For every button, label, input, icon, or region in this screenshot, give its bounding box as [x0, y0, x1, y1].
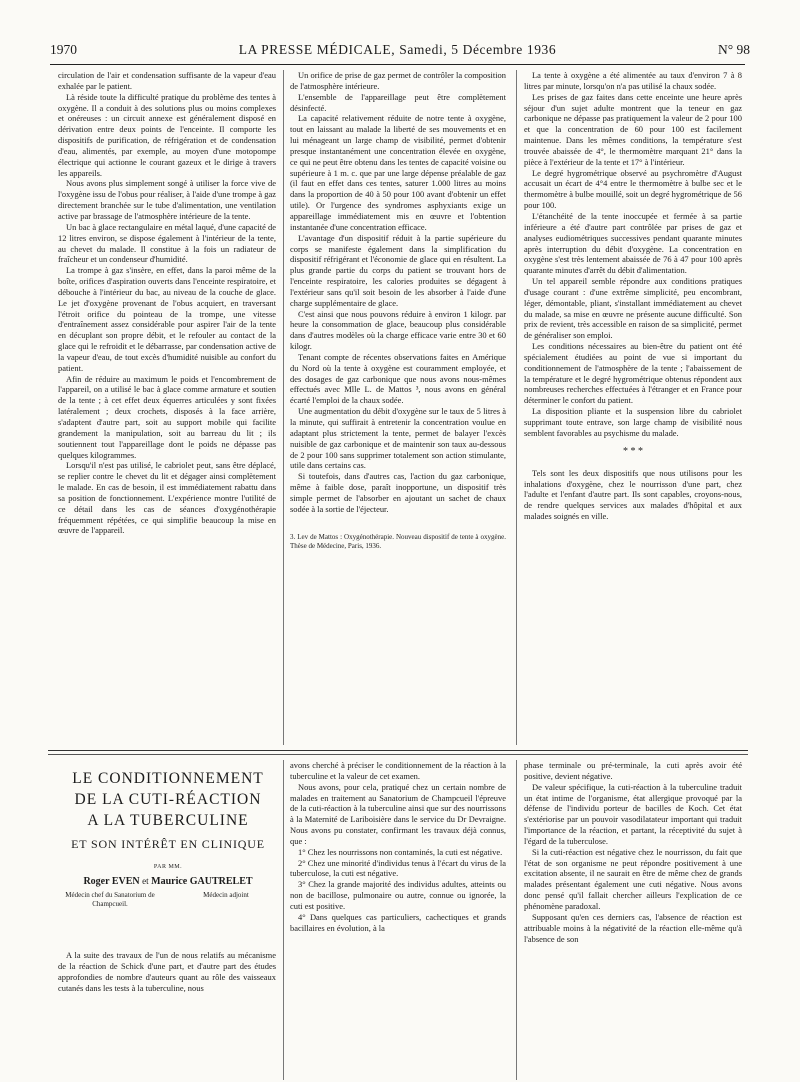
affiliations [52, 891, 284, 908]
column-2 [290, 70, 506, 745]
affiliation: Médecin adjoint [203, 891, 249, 899]
paragraph: Le degré hygrométrique observé au psychromètre d'August accusait un écart de 4°4 entre le thermomètre à bulbe sec et le thermomètre à bulbe mouillé, soit un degré hygrométrique de 56 pour 100. [524, 167, 742, 211]
article-title-line: DE LA CUTI-RÉACTION [74, 791, 262, 808]
column-5 [290, 760, 506, 1080]
paragraph: Un bac à glace rectangulaire en métal laqué, d'une capacité de 12 litres environ, se dispose également à l'intérieur de la tente, au chevet du malade. Il constitue à la fois un radiateur de fraîcheur et un condenseur d'humidité. [58, 221, 276, 265]
article-intro [58, 950, 276, 1080]
paragraph: Un tel appareil semble répondre aux conditions pratiques d'usage courant : d'une extrême simplicité, peu encombrant, léger, démontable, pliant, s'installant immédiatement au chevet du malade, sa mise en œuvre ne présente aucune difficulté. Son prix de revient, très accessible en raison de sa simplicité, permet de généraliser son emploi. [524, 276, 742, 341]
paragraph: La disposition pliante et la suspension libre du cabriolet supprimant toute entrave, son large champ de visibilité nous semblent favorables au psychisme du malade. [524, 406, 742, 438]
paragraph: avons cherché à préciser le conditionnement de la réaction à la tuberculine et la valeur de cet examen. [290, 760, 506, 781]
author-name: Roger EVEN [83, 876, 140, 887]
paragraph: C'est ainsi que nous pouvons réduire à environ 1 kilogr. par heure la consommation de glace, beaucoup plus considérable dans d'autres modèles où la charge efficace varie entre 30 et 60 kilogr. [290, 308, 506, 352]
paragraph: Supposant qu'en ces derniers cas, l'absence de réaction est attribuable moins à la négativité de la réaction elle-même qu'à l'absence de son [524, 911, 742, 944]
author-name: Maurice GAUTRELET [151, 876, 253, 887]
paragraph: Si toutefois, dans d'autres cas, l'action du gaz carbonique, même à faible dose, paraît inopportune, un dispositif très simple permet de l'absorber en ajoutant un sachet de chaux sodée à la sortie de l'éjecteur. [290, 471, 506, 514]
paragraph: L'étanchéité de la tente inoccupée et fermée à sa partie inférieure a été d'autre part contrôlée par prises de gaz et analyses eudiométriques successives pendant quarante minutes après interruption du débit d'oxygène. La concentration en oxygène s'est très lentement abaissée de 76 à 47 pour 100 après quarante minutes d'arrêt du débit d'alimentation. [524, 210, 742, 276]
section-stars: * * * [623, 445, 643, 457]
article-title-line: A LA TUBERCULINE [87, 812, 249, 829]
article-separator [48, 750, 748, 751]
column-divider [283, 70, 284, 745]
journal-title: LA PRESSE MÉDICALE, Samedi, 5 Décembre 1936 [238, 42, 557, 57]
paragraph: 2° Chez une minorité d'individus tenus à l'écart du virus de la tuberculose, la cuti est négative. [290, 857, 506, 879]
paragraph: Les prises de gaz faites dans cette enceinte une heure après séjour d'un sujet adulte montrent que la teneur en gaz carbonique ne dépasse pas pratiquement la valeur de 2 pour 100 et que la concentration de 60 pour 100 est facilement maintenue. Dans les mêmes conditions, la température s'est trouvée abaissée de 4°, le thermomètre marquant 21° dans la pièce à l'extérieur de la tente et 17° à l'intérieur. [524, 91, 742, 167]
authors [52, 876, 284, 887]
article-separator-thin [48, 754, 748, 755]
column-3 [524, 70, 742, 745]
paragraph: De valeur spécifique, la cuti-réaction à la tuberculine traduit un état intime de l'organisme, état allergique provoqué par la défense de l'individu porteur de bacilles de Koch. Cet état s'extériorise par un pouvoir vasodilatateur important qui traduit l'importance de la réaction, et partant, la réceptivité du sujet à l'égard de la tuberculose. [524, 781, 742, 846]
column-divider [516, 760, 517, 1080]
issue-number: N° 98 [717, 42, 750, 57]
paragraph: Les conditions nécessaires au bien-être du patient ont été spécialement étudiées au point de vue si important du conditionnement de l'atmosphère de la tente ; l'abaissement de la température et le degré hygrométrique obtenus répondent aux nombreuses recherches effectuées à l'étranger et en France pour déterminer le confort du patient. [524, 341, 742, 406]
page-header [50, 42, 750, 64]
paragraph: A la suite des travaux de l'un de nous relatifs au mécanisme de la réaction de Schick d'une part, et d'autre part des études approfondies de nombre d'auteurs quant au rôle des vaisseaux cutanés dans les tests à la tuberculine, nous [58, 950, 276, 993]
paragraph: circulation de l'air et condensation suffisante de la vapeur d'eau exhalée par le patient. [58, 70, 276, 91]
page-number: 1970 [50, 42, 77, 57]
paragraph: L'avantage d'un dispositif réduit à la partie supérieure du corps se manifeste également dans la simplification du dispositif réfrigérant et l'économie de glace qui en résultent. La plus grande partie du corps du patient se trouvant hors de l'enceinte respiratoire, les calories produites se dégagent à l'extérieur sans qu'il soit besoin de les absorber à l'aide d'une charge supplémentaire de glace. [290, 232, 506, 308]
paragraph: Afin de réduire au maximum le poids et l'encombrement de l'appareil, on a utilisé le bac à glace comme armature et soutien de la tente ; à cet effet deux équerres articulées y sont fixées latéralement ; deux crochets, disposés à la face arrière, s'adaptent d'autre part, soit au support mobile qui facilite grandement la manipulation, soit au barreau du lit ; ils soutiennent tout l'appareillage dont le poids ne dépasse pas quelques kilogrammes. [58, 373, 276, 460]
column-divider [516, 70, 517, 745]
footnote: 3. Lev de Mattos : Oxygénothérapie. Nouveau dispositif de tente à oxygène. Thèse de Médecine, Paris, 1936. [290, 532, 506, 550]
paragraph: Tenant compte de récentes observations faites en Amérique du Nord où la tente à oxygène est couramment employée, et des dosages de gaz carbonique que nous avons nous-mêmes effectués avec Mlle L. de Mattos ³, nous avons en général écarté l'emploi de la chaux sodée. [290, 351, 506, 406]
paragraph: La capacité relativement réduite de notre tente à oxygène, tout en laissant au malade la liberté de ses mouvements et en lui ménageant un large champ de visibilité, permet d'obtenir presque instantanément une concentration élevée en oxygène, ce qui ne peut être obtenu dans les tentes de capacité voisine ou supérieure à 1 m. c. que par une large dépense préalable de gaz (il faut en effet dans ces tentes, saturer 1.000 litres au moins dans la proportion de 40 à 50 pour 100 avant d'obtenir un effet utile). Or l'urgence des syndromes asphyxiants exige un appareillage immédiatement mis en œuvre et l'obtention instantanée d'une concentration efficace. [290, 113, 506, 232]
paragraph: Si la cuti-réaction est négative chez le nourrisson, du fait que l'état de son organisme ne peut répondre positivement à une excitation absente, il ne saurait en être de même chez de grands malades présentant également une cuti négative. Nous avons donc pensé qu'il fallait chercher ailleurs l'explication de ce phénomène paradoxal. [524, 846, 742, 911]
article-title-line: LE CONDITIONNEMENT [72, 770, 264, 787]
paragraph: Lorsqu'il n'est pas utilisé, le cabriolet peut, sans être déplacé, se replier contre le chevet du lit et dégager ainsi complètement le malade. En cas de besoin, il est immédiatement rabattu dans sa position de fonctionnement. L'expérience montre l'utilité de ce détail dans les cas de séances d'oxygénothérapie fréquemment répétées, ce qui simplifie beaucoup la mise en œuvre de l'appareil. [58, 460, 276, 536]
paragraph: Nous avons plus simplement songé à utiliser la force vive de l'oxygène issu de l'obus pour réaliser, à l'aide d'une trompe à gaz directement branchée sur le tube d'alimentation, une ventilation active par brassage de l'atmosphère intérieure de la tente. [58, 178, 276, 221]
author-connector: et [142, 876, 149, 886]
paragraph: 1° Chez les nourrissons non contaminés, la cuti est négative. [298, 846, 503, 857]
paragraph: phase terminale ou pré-terminale, la cuti après avoir été positive, devient négative. [524, 760, 742, 781]
column-divider [283, 760, 284, 1080]
paragraph: L'ensemble de l'appareillage peut être complètement désinfecté. [290, 91, 506, 113]
article-subtitle: ET SON INTÉRÊT EN CLINIQUE [71, 837, 265, 851]
byline-prefix: PAR MM. [153, 864, 183, 870]
paragraph: La tente à oxygène a été alimentée au taux d'environ 7 à 8 litres par minute, lorsqu'on n'a pas utilisé la chaux sodée. [524, 70, 742, 91]
paragraph: Un orifice de prise de gaz permet de contrôler la composition de l'atmosphère intérieure. [290, 70, 506, 91]
paragraph: Nous avons, pour cela, pratiqué chez un certain nombre de malades en traitement au Sanatorium de Champcueil l'épreuve de la cuti-réaction à la tuberculine ainsi que sur des nourrissons à la Maternité de Lariboisière dans le service du Dr Devraigne. Nous avons pu constater, confirmant les travaux déjà connus, que : [290, 781, 506, 846]
paragraph: Une augmentation du débit d'oxygène sur le taux de 5 litres à la minute, qui suffirait à entretenir la concentration voulue en adaptant plus strictement la tente, permet de balayer l'excès nuisible de gaz carbonique et de maintenir son taux au-dessous de 2 pour 100 sans supprimer totalement son action stimulante, utile dans certains cas. [290, 406, 506, 471]
article-heading [52, 768, 284, 908]
column-1 [58, 70, 276, 745]
paragraph: Tels sont les deux dispositifs que nous utilisons pour les inhalations d'oxygène, chez le nourrisson d'une part, chez l'adulte et l'enfant d'autre part. Ils sont capables, croyons-nous, de rendre quelques services aux malades d'hôpital et aux malades soignés en ville. [524, 467, 742, 522]
paragraph: La trompe à gaz s'insère, en effet, dans la paroi même de la boîte, orifices d'aspiration ouverts dans l'enceinte respiratoire, et débouche à l'intérieur du bac, au niveau de la couche de glace. Le jet d'oxygène provenant de l'obus acquiert, en traversant l'étroit orifice du pointeau de la trompe, une vitesse d'entraînement assez considérable pour aspirer l'air de la tente en décuplant son propre débit, et le refouler au contact de la glace qui le refroidit et le débarrasse, par condensation active de la vapeur d'eau, de tout excès d'humidité nuisible au confort du patient. [58, 265, 276, 373]
paragraph: 4° Dans quelques cas particuliers, cachectiques et grands bacillaires en évolution, à la [290, 911, 506, 933]
paragraph: 3° Chez la grande majorité des individus adultes, atteints ou non de bacillose, pulmonaire ou autre, connue ou ignorée, la cuti est positive. [290, 879, 506, 911]
column-6 [524, 760, 742, 1080]
affiliation: Médecin chef du Sanatorium de Champcueil. [65, 891, 155, 908]
header-rule [50, 64, 745, 65]
paragraph: Là réside toute la difficulté pratique du problème des tentes à oxygène. Il a conduit à des solutions plus ou moins complexes et onéreuses : un circuit annexe est généralement disposé en dérivation entre deux points de l'enceinte. Il comporte les dispositifs de purification, de réfrigération et de condensation d'eau, alimentés, par exemple, au moyen d'une motopompe électrique qui actionne le courant gazeux et le dirige à travers les appareils. [58, 91, 276, 178]
